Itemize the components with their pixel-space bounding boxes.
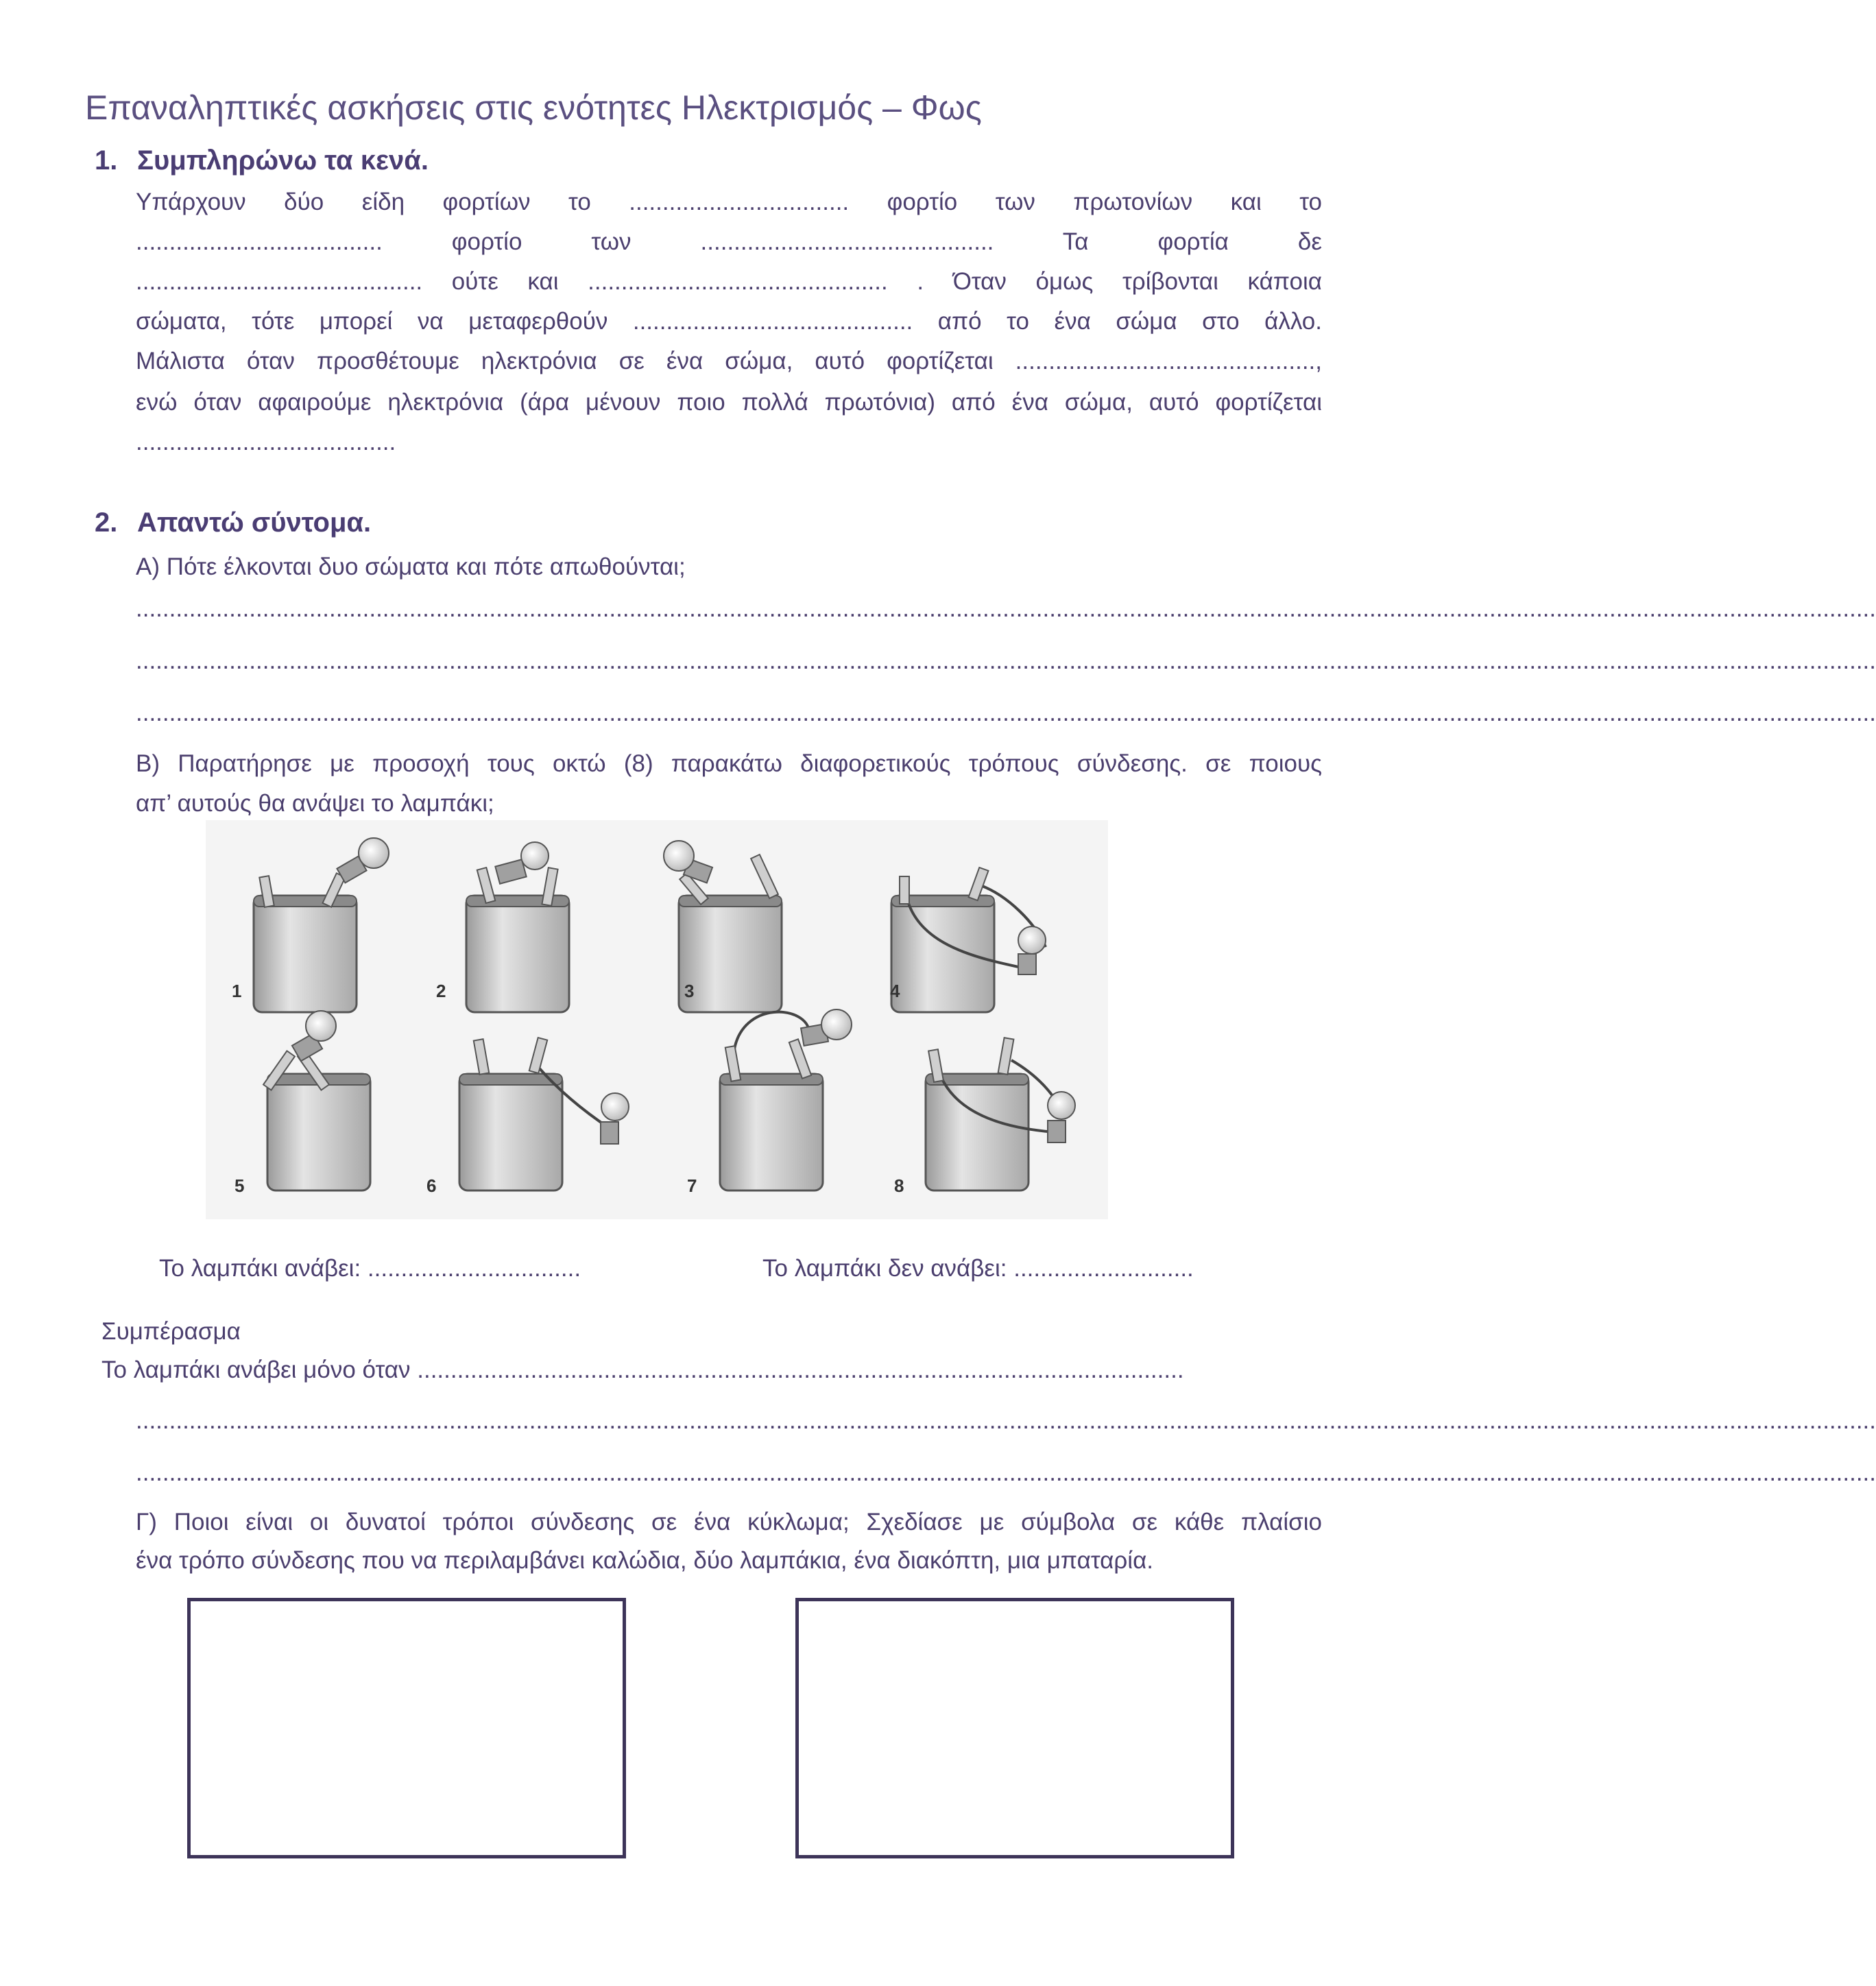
fill-blank-line-5[interactable]: Μάλιστα όταν προσθέτουμε ηλεκτρόνια σε ένα σώμα, αυτό φορτίζεται ............................................., — [136, 348, 1322, 374]
fill-blank-line-1[interactable]: Υπάρχουν δύο είδη φορτίων το ................................. φορτίο των πρωτονίων και το — [136, 189, 1322, 215]
question-c-line-2: ένα τρόπο σύνδεσης που να περιλαμβάνει καλώδια, δύο λαμπάκια, ένα διακόπτη, μια μπαταρία. — [136, 1547, 1154, 1574]
circuit-1 — [232, 838, 389, 1012]
lights-on-answer[interactable]: Το λαμπάκι ανάβει: ................................ — [159, 1255, 581, 1282]
circuit-label-2: 2 — [436, 981, 446, 1001]
circuit-label-6: 6 — [426, 1175, 437, 1196]
question-b-line-2: απ’ αυτούς θα ανάψει το λαμπάκι; — [136, 790, 494, 817]
circuit-6 — [426, 1038, 629, 1196]
fill-blank-line-2[interactable]: ..................................... φορτίο των ............................................ Τα φορτία δε — [136, 228, 1322, 255]
question-b-line-1: Β) Παρατήρησε με προσοχή τους οκτώ (8) παρακάτω διαφορετικούς τρόπους σύνδεσης. σε ποιους — [136, 750, 1322, 777]
battery-bulb-figure — [206, 820, 1108, 1219]
section-2-heading — [95, 507, 371, 538]
fill-blank-line-4[interactable]: σώματα, τότε μπορεί να μεταφερθούν .......................................... από το ένα σώμα στο άλλο. — [136, 308, 1322, 335]
circuit-3 — [664, 841, 782, 1012]
circuit-4 — [890, 868, 1046, 1012]
circuit-label-3: 3 — [684, 981, 695, 1001]
section-2-number: 2. — [95, 507, 118, 538]
fill-blank-line-3[interactable]: ........................................... ούτε και ............................................. . Όταν όμως τρίβονται κάποια — [136, 268, 1322, 295]
conclusion-answer-line-2[interactable]: ..................................................................................................................................................................................................................................................................... — [136, 1459, 1876, 1486]
lights-off-answer[interactable]: Το λαμπάκι δεν ανάβει: ........................... — [762, 1255, 1194, 1282]
circuit-label-5: 5 — [234, 1175, 245, 1196]
circuit-label-1: 1 — [232, 981, 242, 1001]
answer-line-a-1[interactable]: ..................................................................................................................................................................................................................................................................... — [136, 595, 1876, 622]
circuit-label-4: 4 — [890, 981, 900, 1001]
section-2-title: Απαντώ σύντομα. — [137, 507, 372, 538]
circuit-7 — [687, 1009, 852, 1196]
fill-blank-line-7[interactable]: ....................................... — [136, 429, 396, 455]
question-a: Α) Πότε έλκονται δυο σώματα και πότε απωθούνται; — [136, 553, 686, 580]
circuit-label-7: 7 — [687, 1175, 697, 1196]
page-title: Επαναληπτικές ασκήσεις στις ενότητες Ηλεκτρισμός – Φως — [85, 88, 982, 127]
circuit-label-8: 8 — [894, 1175, 904, 1196]
fill-blank-line-6[interactable]: ενώ όταν αφαιρούμε ηλεκτρόνια (άρα μένουν ποιο πολλά πρωτόνια) από ένα σώμα, αυτό φορτίζεται — [136, 389, 1322, 416]
section-1-heading — [95, 145, 429, 176]
conclusion-heading: Συμπέρασμα — [101, 1318, 241, 1345]
section-1-number: 1. — [95, 145, 118, 176]
drawing-box-left[interactable] — [187, 1598, 626, 1858]
conclusion-answer-line-1[interactable]: ..................................................................................................................................................................................................................................................................... — [136, 1407, 1876, 1434]
answer-line-a-2[interactable]: ..................................................................................................................................................................................................................................................................... — [136, 647, 1876, 674]
answer-line-a-3[interactable]: ..................................................................................................................................................................................................................................................................... — [136, 699, 1876, 726]
circuit-2 — [436, 842, 569, 1012]
circuit-8 — [894, 1038, 1075, 1196]
question-c-line-1: Γ) Ποιοι είναι οι δυνατοί τρόποι σύνδεσης σε ένα κύκλωμα; Σχεδίασε με σύμβολα σε κάθε πλαίσιο — [136, 1509, 1322, 1535]
conclusion-line[interactable]: Το λαμπάκι ανάβει μόνο όταν ................................................................................................................... — [101, 1356, 1184, 1383]
circuit-5 — [234, 1011, 370, 1196]
section-1-title: Συμπληρώνω τα κενά. — [137, 145, 429, 176]
drawing-box-right[interactable] — [795, 1598, 1234, 1858]
